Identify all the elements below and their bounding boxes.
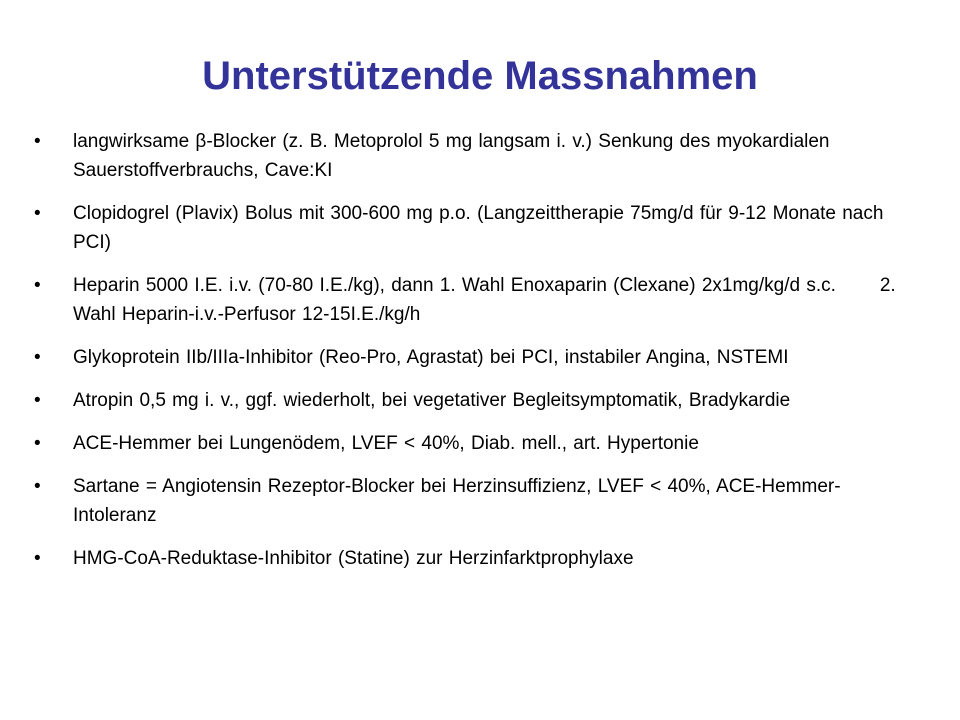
bullet-icon: •	[34, 548, 41, 569]
list-item	[32, 386, 912, 415]
list-item-text: Sartane = Angiotensin Rezeptor-Blocker bei Herzinsuffizienz, LVEF < 40%, ACE-Hemmer-Intoleranz	[73, 476, 841, 526]
list-item	[32, 544, 912, 573]
slide-title: Unterstützende Massnahmen	[202, 54, 758, 98]
list-item	[32, 429, 912, 458]
bullet-icon: •	[34, 390, 41, 411]
list-item	[32, 343, 912, 372]
list-item	[32, 127, 912, 185]
list-item-text: Atropin 0,5 mg i. v., ggf. wiederholt, bei vegetativer Begleitsymptomatik, Bradykardie	[73, 390, 791, 411]
list-item-text: langwirksame β-Blocker (z. B. Metoprolol 5 mg langsam i. v.) Senkung des myokardialen Sauerstoffverbrauchs, Cave:KI	[73, 131, 830, 181]
bullet-icon: •	[34, 476, 41, 497]
bullet-icon: •	[34, 131, 41, 152]
list-item	[32, 472, 912, 530]
list-item-text: Glykoprotein IIb/IIIa-Inhibitor (Reo-Pro, Agrastat) bei PCI, instabiler Angina, NSTEMI	[73, 347, 789, 368]
list-item-text: ACE-Hemmer bei Lungenödem, LVEF < 40%, Diab. mell., art. Hypertonie	[73, 433, 699, 454]
bullet-icon: •	[34, 203, 41, 224]
list-item	[32, 271, 912, 329]
bullet-icon: •	[34, 275, 41, 296]
list-item-text: Heparin 5000 I.E. i.v. (70-80 I.E./kg), dann 1. Wahl Enoxaparin (Clexane) 2x1mg/kg/d s.c. 2. Wahl Heparin-i.v.-Perfusor 12-15I.E./kg/h	[73, 275, 902, 325]
list-item-text: Clopidogrel (Plavix) Bolus mit 300-600 mg p.o. (Langzeittherapie 75mg/d für 9-12 Monate nach PCI)	[73, 203, 884, 253]
bullet-list	[32, 127, 912, 587]
list-item-text: HMG-CoA-Reduktase-Inhibitor (Statine) zur Herzinfarktprophylaxe	[73, 548, 634, 569]
list-item	[32, 199, 912, 257]
bullet-icon: •	[34, 347, 41, 368]
bullet-icon: •	[34, 433, 41, 454]
